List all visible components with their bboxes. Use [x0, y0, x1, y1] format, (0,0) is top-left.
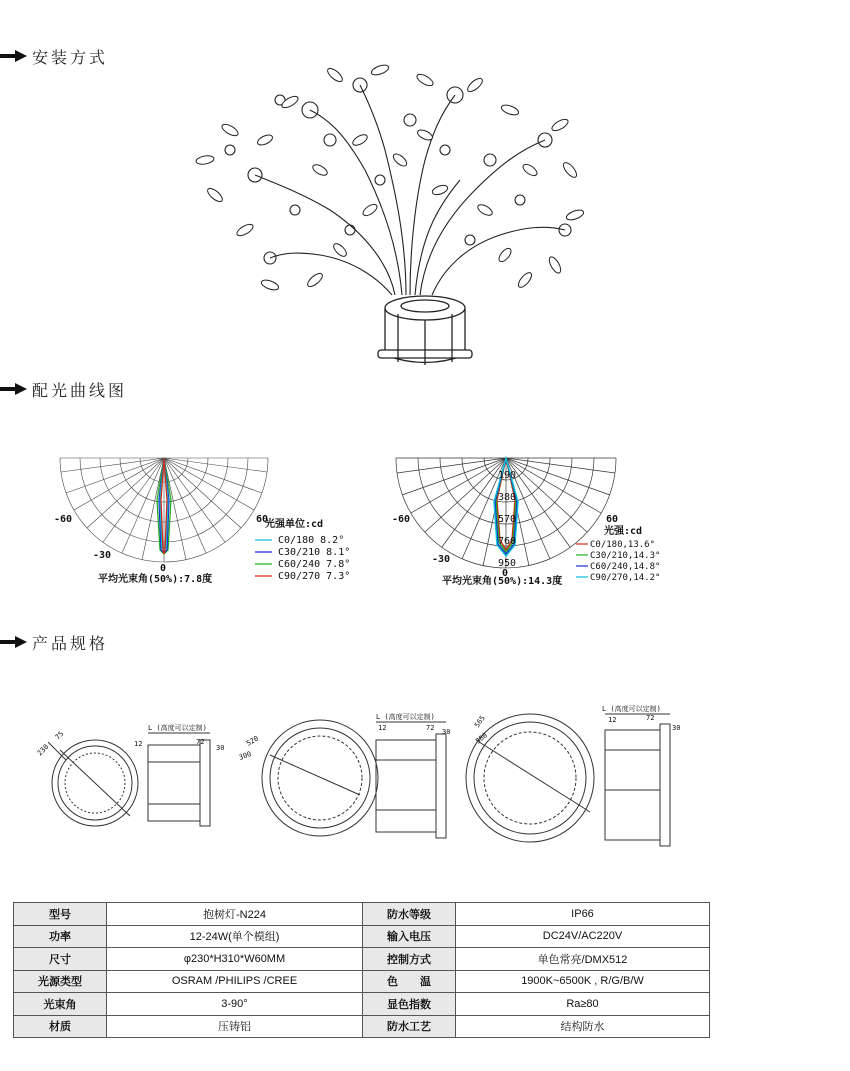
legend-entry: C90/270 7.3°: [278, 571, 351, 582]
spec-key: 材质: [14, 1015, 107, 1038]
spec-key: 防水工艺: [363, 1015, 456, 1038]
ring-label: 380: [498, 492, 517, 503]
legend-right: [576, 540, 660, 583]
angle-label: -60: [392, 514, 411, 525]
dim-label: 72: [196, 738, 205, 746]
section-specs-heading: [0, 630, 108, 654]
spec-key: 色 温: [363, 970, 456, 993]
beam-angle-text: 平均光束角(50%):7.8度: [98, 574, 213, 585]
spec-value: 12-24W(单个模组): [107, 925, 363, 948]
dim-label: 12: [134, 740, 143, 748]
dim-label: 75: [53, 729, 66, 742]
section-title: 安装方式: [32, 47, 109, 67]
spec-value: 结构防水: [456, 1015, 710, 1038]
spec-key: 尺寸: [14, 948, 107, 971]
spec-value: 抱树灯-N224: [107, 903, 363, 926]
spec-key: 光源类型: [14, 970, 107, 993]
angle-label: 0: [160, 563, 167, 574]
angle-label: -30: [432, 554, 451, 565]
spec-value: φ230*H310*W60MM: [107, 948, 363, 971]
spec-key: 显色指数: [363, 993, 456, 1016]
angle-label: 60: [256, 514, 269, 525]
unit-label: 光强单位:cd: [265, 519, 324, 530]
spec-value: 1900K~6500K , R/G/B/W: [456, 970, 710, 993]
angle-label: 60: [606, 514, 619, 525]
legend-entry: C30/210,14.3°: [590, 551, 661, 561]
tree-installation-illustration: [170, 40, 590, 370]
polar-grid-left: [60, 458, 268, 562]
ring-label: 190: [498, 470, 517, 481]
dim-label: 30: [216, 744, 225, 752]
spec-value: IP66: [456, 903, 710, 926]
ring-label: 760: [498, 536, 517, 547]
arrow-right-icon: [0, 635, 28, 649]
spec-value: 单色常亮/DMX512: [456, 948, 710, 971]
dim-label: 300: [237, 750, 253, 762]
angle-label: -60: [54, 514, 73, 525]
spec-key: 控制方式: [363, 948, 456, 971]
dim-label: 12: [378, 724, 387, 732]
spec-key: 型号: [14, 903, 107, 926]
table-row: [14, 903, 710, 926]
dim-label: 565: [473, 714, 487, 730]
legend-entry: C90/270,14.2°: [590, 573, 661, 583]
legend-left: [255, 535, 350, 582]
dim-label: 30: [672, 724, 680, 732]
dim-label: 12: [608, 716, 617, 724]
dim-label: L (高度可以定制): [376, 713, 435, 721]
dim-label: 520: [245, 734, 260, 748]
legend-entry: C30/210 8.1°: [278, 547, 351, 558]
table-row: [14, 948, 710, 971]
table-row: [14, 1015, 710, 1038]
table-row: [14, 970, 710, 993]
dim-label: 380: [474, 731, 489, 746]
legend-entry: C60/240,14.8°: [590, 562, 661, 572]
section-light-curve-heading: [0, 377, 127, 401]
dim-label: 230: [35, 742, 51, 758]
spec-key: 功率: [14, 925, 107, 948]
dim-label: 30: [442, 728, 451, 736]
polar-chart-right: [380, 450, 700, 590]
dim-label: L (高度可以定制): [148, 724, 207, 732]
arrow-right-icon: [0, 49, 28, 63]
spec-table: [13, 902, 710, 1038]
spec-value: Ra≥80: [456, 993, 710, 1016]
spec-value: 3-90°: [107, 993, 363, 1016]
legend-entry: C0/180,13.6°: [590, 540, 656, 550]
dim-label: 72: [426, 724, 435, 732]
section-install-heading: [0, 44, 108, 68]
spec-key: 光束角: [14, 993, 107, 1016]
table-row: [14, 925, 710, 948]
ring-label: 570: [498, 514, 517, 525]
unit-label: 光强:cd: [604, 526, 643, 537]
dimension-drawings: [30, 700, 680, 860]
polar-chart-left: [40, 450, 360, 590]
spec-key: 防水等级: [363, 903, 456, 926]
spec-key: 输入电压: [363, 925, 456, 948]
beam-angle-text: 平均光束角(50%):14.3度: [442, 576, 563, 587]
spec-value: 压铸铝: [107, 1015, 363, 1038]
dim-label: 72: [646, 714, 655, 722]
arrow-right-icon: [0, 382, 28, 396]
table-row: [14, 993, 710, 1016]
section-title: 产品规格: [32, 633, 109, 653]
section-title: 配光曲线图: [32, 380, 128, 400]
angle-label: -30: [93, 550, 112, 561]
spec-value: OSRAM /PHILIPS /CREE: [107, 970, 363, 993]
dim-label: L (高度可以定制): [602, 705, 661, 713]
legend-entry: C60/240 7.8°: [278, 559, 351, 570]
spec-value: DC24V/AC220V: [456, 925, 710, 948]
ring-label: 950: [498, 558, 517, 569]
legend-entry: C0/180 8.2°: [278, 535, 345, 546]
angle-label: 0: [502, 568, 509, 579]
